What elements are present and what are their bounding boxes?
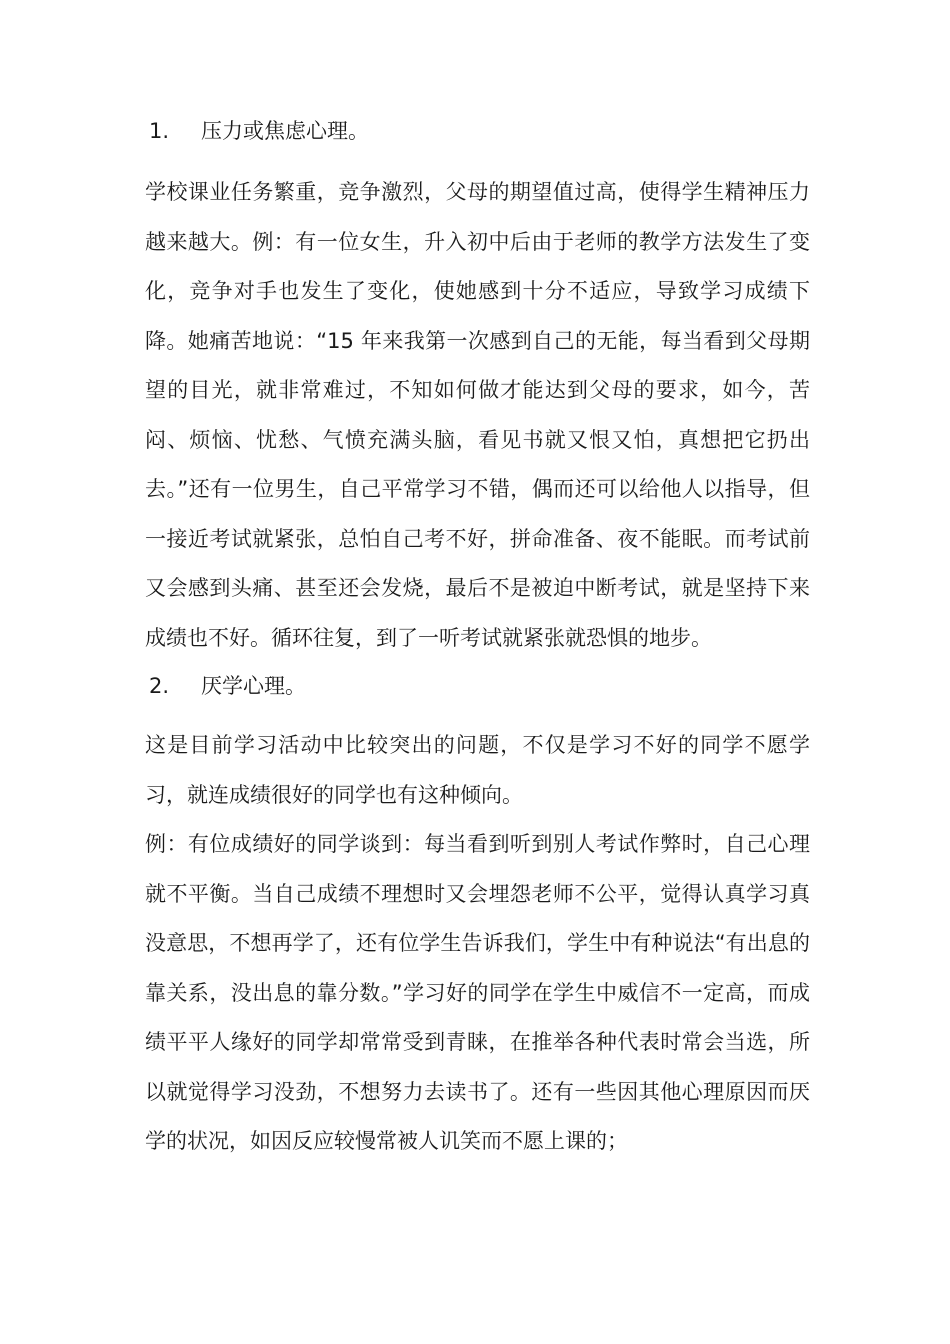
- section-1-heading: [145, 108, 810, 154]
- section-1-paragraph: 学校课业任务繁重，竞争激烈，父母的期望值过高，使得学生精神压力越来越大。例：有一位女生，升入初中后由于老师的教学方法发生了变化，竞争对手也发生了变化，使她感到十分不适应，导致学习成绩下降。她痛苦地说：“15 年来我第一次感到自己的无能，每当看到父母期望的目光，就非常难过，不知如何做才能达到父母的要求，如今，苦闷、烦恼、忧愁、气愤充满头脑，看见书就又恨又怕，真想把它扔出去。”还有一位男生，自己平常学习不错，偶而还可以给他人以指导，但一接近考试就紧张，总怕自己考不好，拼命准备、夜不能眠。而考试前又会感到头痛、甚至还会发烧，最后不是被迫中断考试，就是坚持下来成绩也不好。循环往复，到了一听考试就紧张就恐惧的地步。: [145, 180, 810, 650]
- section-1-number: 1.: [149, 119, 170, 143]
- section-1-title: 压力或焦虑心理。: [201, 119, 369, 143]
- section-2-number: 2.: [149, 674, 170, 698]
- section-2-paragraph-2: 例：有位成绩好的同学谈到：每当看到听到别人考试作弊时，自己心理就不平衡。当自己成绩不理想时又会埋怨老师不公平，觉得认真学习真没意思，不想再学了，还有位学生告诉我们，学生中有种说法“有出息的靠关系，没出息的靠分数。”学习好的同学在学生中威信不一定高，而成绩平平人缘好的同学却常常受到青睐，在推举各种代表时常会当选，所以就觉得学习没劲，不想努力去读书了。还有一些因其他心理原因而厌学的状况，如因反应较慢常被人讥笑而不愿上课的；: [145, 832, 810, 1153]
- section-2-heading: [145, 663, 810, 709]
- section-2-paragraph-1: 这是目前学习活动中比较突出的问题，不仅是学习不好的同学不愿学习，就连成绩很好的同学也有这种倾向。: [145, 733, 810, 807]
- section-2-title: 厌学心理。: [201, 674, 306, 698]
- document-body: [145, 108, 810, 1167]
